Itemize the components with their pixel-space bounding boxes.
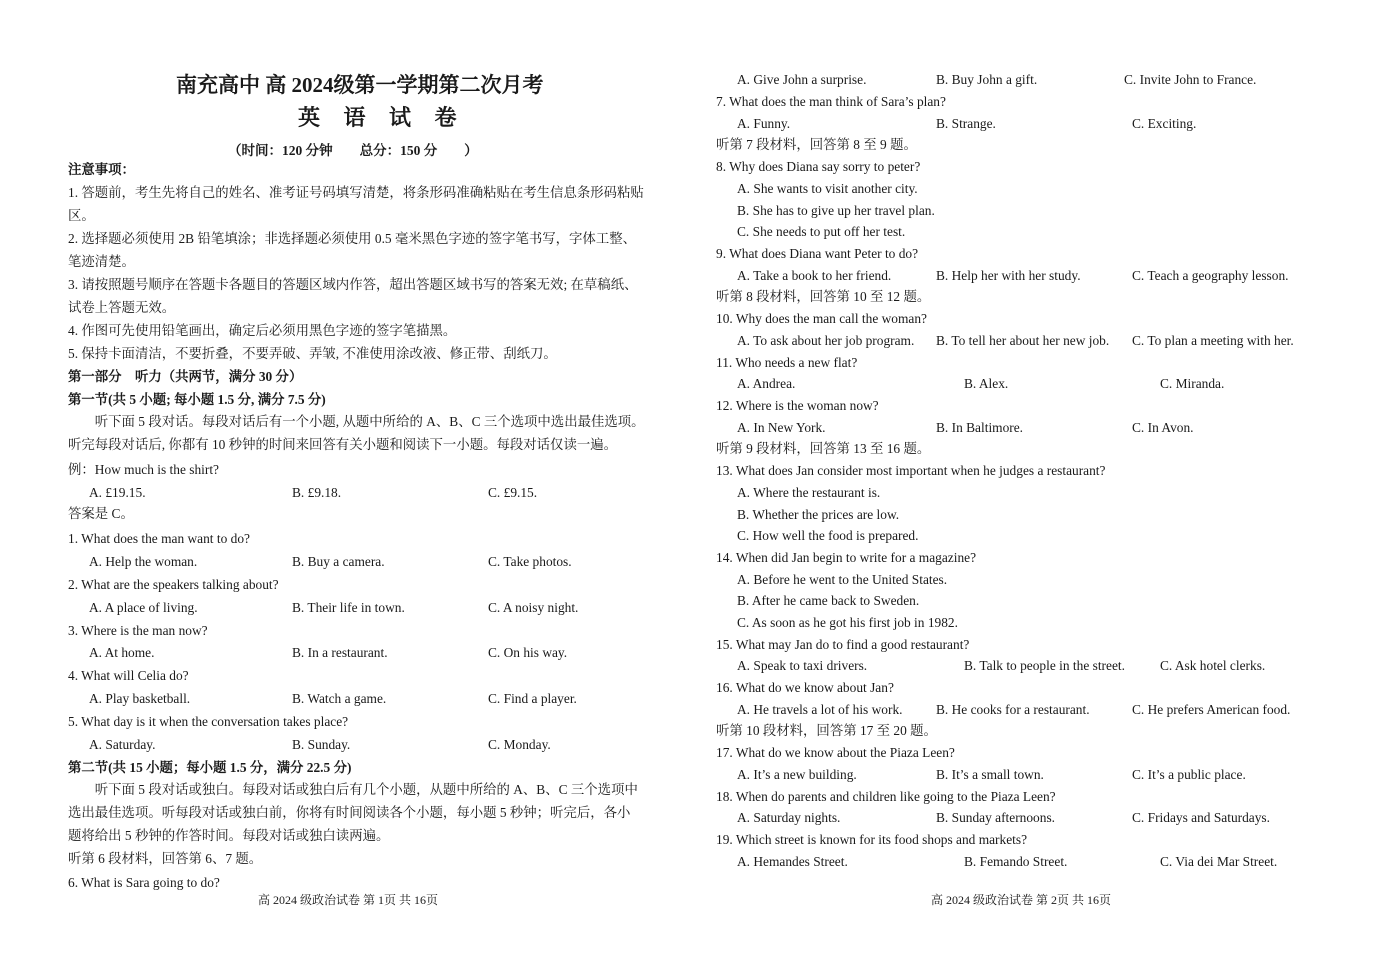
option-a: A. She wants to visit another city.	[737, 181, 918, 196]
question-9: 9. What does Diana want Peter to do?	[716, 246, 919, 261]
question-10: 10. Why does the man call the woman?	[716, 311, 927, 326]
question-8: 8. Why does Diana say sorry to peter?	[716, 159, 921, 174]
option-a: A. A place of living.	[89, 600, 198, 615]
option-b: B. In Baltimore.	[936, 420, 1024, 435]
option-a: A. Help the woman.	[89, 554, 198, 569]
option-c: C. Ask hotel clerks.	[1160, 658, 1266, 673]
option-a: A. Hemandes Street.	[737, 854, 848, 869]
material-10-note: 听第 10 段材料，回答第 17 至 20 题。	[716, 723, 937, 738]
note-line: 笔迹清楚。	[68, 254, 135, 269]
footer-page-2: 高 2024 级政治试卷 第 2页 共 16页	[931, 893, 1112, 907]
example-question: 例：How much is the shirt?	[68, 462, 219, 477]
note-line: 试卷上答题无效。	[68, 300, 176, 315]
part1-heading: 第一部分 听力（共两节，满分 30 分）	[68, 369, 303, 384]
option-c: C. Exciting.	[1132, 116, 1197, 131]
option-b: B. After he came back to Sweden.	[737, 593, 920, 608]
option-c: C. Via dei Mar Street.	[1160, 854, 1278, 869]
option-b: B. Help her with her study.	[936, 268, 1081, 283]
notes-heading: 注意事项：	[68, 162, 135, 177]
material-8-note: 听第 8 段材料，回答第 10 至 12 题。	[716, 289, 931, 304]
option-c: C. As soon as he got his first job in 1982.	[737, 615, 958, 630]
question-6: 6. What is Sara going to do?	[68, 875, 220, 890]
option-a: A. It’s a new building.	[737, 767, 857, 782]
option-b: B. Buy John a gift.	[936, 72, 1038, 87]
question-4: 4. What will Celia do?	[68, 668, 189, 683]
option-a: A. Andrea.	[737, 376, 796, 391]
question-1: 1. What does the man want to do?	[68, 531, 250, 546]
question-19: 19. Which street is known for its food shops and markets?	[716, 832, 1028, 847]
option-a: A. Play basketball.	[89, 691, 191, 706]
option-c: C. Monday.	[488, 737, 551, 752]
note-line: 区。	[68, 208, 95, 223]
footer-page-1: 高 2024 级政治试卷 第 1页 共 16页	[258, 893, 439, 907]
option-c: C. Teach a geography lesson.	[1132, 268, 1289, 283]
option-a: A. In New York.	[737, 420, 826, 435]
note-line: 2. 选择题必须使用 2B 铅笔填涂；非选择题必须使用 0.5 毫米黑色字迹的签字笔书写，字体工整、	[68, 231, 636, 246]
option-c: C. Fridays and Saturdays.	[1132, 810, 1270, 825]
note-line: 5. 保持卡面清洁，不要折叠，不要弄破、弄皱, 不准使用涂改液、修正带、刮纸刀。	[68, 346, 557, 361]
material-7-note: 听第 7 段材料，回答第 8 至 9 题。	[716, 137, 917, 152]
option-c: C. Miranda.	[1160, 376, 1225, 391]
note-line: 1. 答题前，考生先将自己的姓名、准考证号码填写清楚，将条形码准确粘贴在考生信息条形码粘贴	[68, 185, 644, 200]
question-2: 2. What are the speakers talking about?	[68, 577, 279, 592]
option-b: B. Their life in town.	[292, 600, 405, 615]
option-b: B. Buy a camera.	[292, 554, 385, 569]
option-b: B. Femando Street.	[964, 854, 1068, 869]
option-b: B. It’s a small town.	[936, 767, 1044, 782]
option-b: B. She has to give up her travel plan.	[737, 203, 935, 218]
question-11: 11. Who needs a new flat?	[716, 355, 858, 370]
option-a: A. Give John a surprise.	[737, 72, 867, 87]
example-answer: 答案是 C。	[68, 506, 134, 521]
option-c: C. On his way.	[488, 645, 568, 660]
section1-intro: 听完每段对话后, 你都有 10 秒钟的时间来回答有关小题和阅读下一小题。每段对话仅读一遍。	[68, 437, 618, 452]
option-a: A. Take a book to her friend.	[737, 268, 892, 283]
section2-intro: 选出最佳选项。听每段对话或独白前，你将有时间阅读各个小题，每小题 5 秒钟；听完后，各小	[68, 805, 631, 820]
question-16: 16. What do we know about Jan?	[716, 680, 894, 695]
option-c: C. It’s a public place.	[1132, 767, 1246, 782]
question-14: 14. When did Jan begin to write for a magazine?	[716, 550, 977, 565]
exam-subtitle: 英 语 试 卷	[298, 105, 466, 130]
section1-intro: 听下面 5 段对话。每段对话后有一个小题, 从题中所给的 A、B、C 三个选项中选出最佳选项。	[68, 414, 645, 429]
question-17: 17. What do we know about the Piaza Leen?	[716, 745, 955, 760]
example-option-b: B. £9.18.	[292, 485, 342, 500]
example-option-a: A. £19.15.	[89, 485, 146, 500]
option-c: C. How well the food is prepared.	[737, 528, 919, 543]
option-a: A. Speak to taxi drivers.	[737, 658, 868, 673]
note-line: 4. 作图可先使用铅笔画出，确定后必须用黑色字迹的签字笔描黑。	[68, 323, 457, 338]
question-12: 12. Where is the woman now?	[716, 398, 879, 413]
option-c: C. She needs to put off her test.	[737, 224, 906, 239]
option-b: B. Alex.	[964, 376, 1009, 391]
exam-title: 南充高中 高 2024级第一学期第二次月考	[176, 73, 544, 97]
option-c: C. Find a player.	[488, 691, 577, 706]
exam-info: （时间：120 分钟 总分：150 分 ）	[228, 143, 478, 158]
option-a: A. Where the restaurant is.	[737, 485, 881, 500]
option-b: B. Sunday afternoons.	[936, 810, 1056, 825]
question-5: 5. What day is it when the conversation takes place?	[68, 714, 349, 729]
option-c: C. He prefers American food.	[1132, 702, 1291, 717]
section2-intro: 题将给出 5 秒钟的作答时间。每段对话或独白读两遍。	[68, 828, 390, 843]
option-a: A. Saturday nights.	[737, 810, 841, 825]
option-a: A. Before he went to the United States.	[737, 572, 948, 587]
option-a: A. Funny.	[737, 116, 791, 131]
option-a: A. To ask about her job program.	[737, 333, 915, 348]
section1-heading: 第一节(共 5 小题; 每小题 1.5 分, 满分 7.5 分)	[68, 392, 326, 407]
question-7: 7. What does the man think of Sara’s plan?	[716, 94, 946, 109]
option-c: C. Take photos.	[488, 554, 572, 569]
material-9-note: 听第 9 段材料，回答第 13 至 16 题。	[716, 441, 931, 456]
option-b: B. Whether the prices are low.	[737, 507, 900, 522]
option-a: A. At home.	[89, 645, 155, 660]
option-b: B. Watch a game.	[292, 691, 387, 706]
section2-heading: 第二节(共 15 小题；每小题 1.5 分，满分 22.5 分)	[68, 760, 352, 775]
question-15: 15. What may Jan do to find a good restaurant?	[716, 637, 970, 652]
option-c: C. In Avon.	[1132, 420, 1194, 435]
option-b: B. In a restaurant.	[292, 645, 388, 660]
note-line: 3. 请按照题号顺序在答题卡各题目的答题区域内作答，超出答题区域书写的答案无效; 在草稿纸、	[68, 277, 638, 292]
option-b: B. To tell her about her new job.	[936, 333, 1110, 348]
section2-intro: 听下面 5 段对话或独白。每段对话或独白后有几个小题，从题中所给的 A、B、C 三个选项中	[68, 782, 638, 797]
material-6-note: 听第 6 段材料，回答第 6、7 题。	[68, 851, 263, 866]
question-18: 18. When do parents and children like going to the Piaza Leen?	[716, 789, 1056, 804]
question-3: 3. Where is the man now?	[68, 623, 208, 638]
option-b: B. He cooks for a restaurant.	[936, 702, 1090, 717]
option-c: C. A noisy night.	[488, 600, 579, 615]
option-b: B. Strange.	[936, 116, 996, 131]
example-option-c: C. £9.15.	[488, 485, 538, 500]
option-b: B. Talk to people in the street.	[964, 658, 1125, 673]
option-a: A. Saturday.	[89, 737, 156, 752]
option-c: C. Invite John to France.	[1124, 72, 1257, 87]
option-a: A. He travels a lot of his work.	[737, 702, 903, 717]
question-13: 13. What does Jan consider most important when he judges a restaurant?	[716, 463, 1106, 478]
option-b: B. Sunday.	[292, 737, 351, 752]
option-c: C. To plan a meeting with her.	[1132, 333, 1294, 348]
